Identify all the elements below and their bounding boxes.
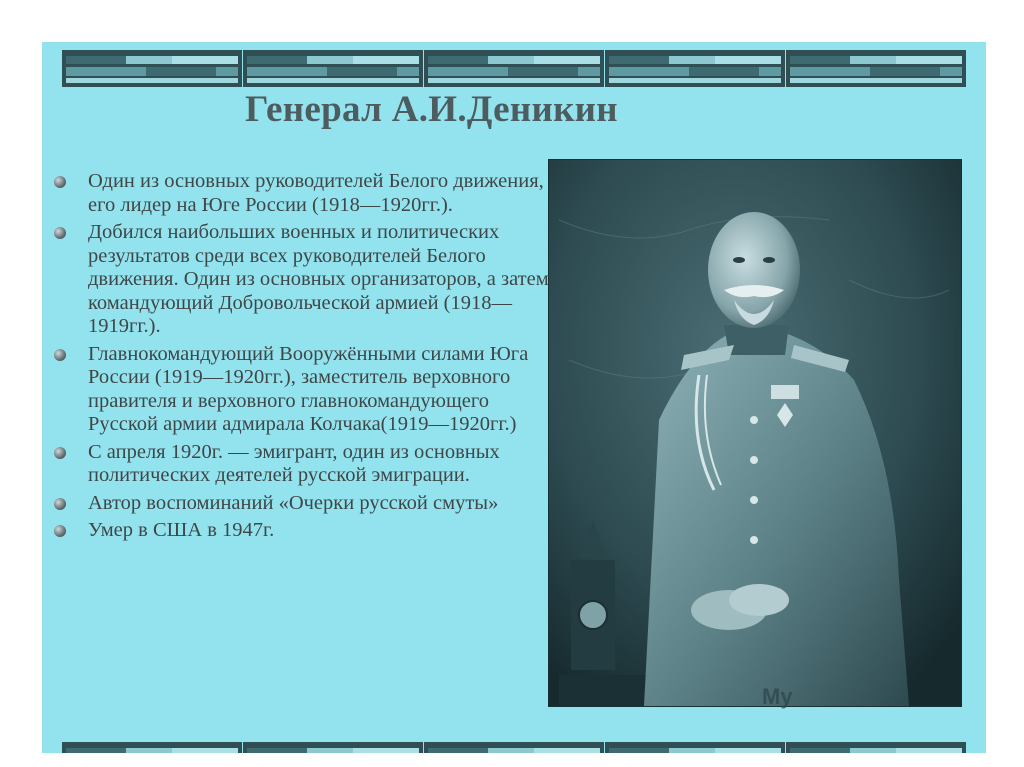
bullet-item [46, 170, 556, 217]
portrait-illustration [549, 160, 961, 706]
bullet-icon [54, 349, 66, 361]
bullet-list [46, 170, 556, 547]
bullet-item [46, 441, 556, 488]
bullet-icon [54, 498, 66, 510]
bullet-item [46, 343, 556, 437]
bullet-text: Автор воспоминаний «Очерки русской смуты» [88, 491, 499, 514]
bullet-text: Один из основных руководителей Белого движения, его лидер на Юге России (1918—1920гг.). [88, 170, 544, 216]
bullet-text: С апреля 1920г. — эмигрант, один из основных политических деятелей русской эмиграции. [88, 440, 500, 486]
bullet-icon [54, 227, 66, 239]
top-decorative-border [62, 50, 966, 90]
bullet-icon [54, 176, 66, 188]
bullet-text: Умер в США в 1947г. [88, 519, 275, 541]
bullet-text: Добился наибольших военных и политических результатов среди всех руководителей Белого движения. Один из основных организаторов, а затем командующий Добровольческой армией (1918—1919гг.). [88, 221, 549, 337]
portrait-image [549, 160, 961, 706]
bullet-icon [54, 447, 66, 459]
slide-title: Генерал А.И.Деникин [245, 89, 618, 130]
bullet-item [46, 519, 556, 543]
bullet-icon [54, 525, 66, 537]
bullet-text: Главнокомандующий Вооружёнными силами Юга России (1919—1920гг.), заместитель верховного правителя и верховного главнокомандующего Русской армии адмирала Колчака(1919—1920гг.) [88, 342, 529, 435]
bottom-decorative-border [62, 742, 966, 753]
bullet-item [46, 492, 556, 516]
watermark-text: Му [762, 684, 793, 709]
bullet-item [46, 221, 556, 339]
